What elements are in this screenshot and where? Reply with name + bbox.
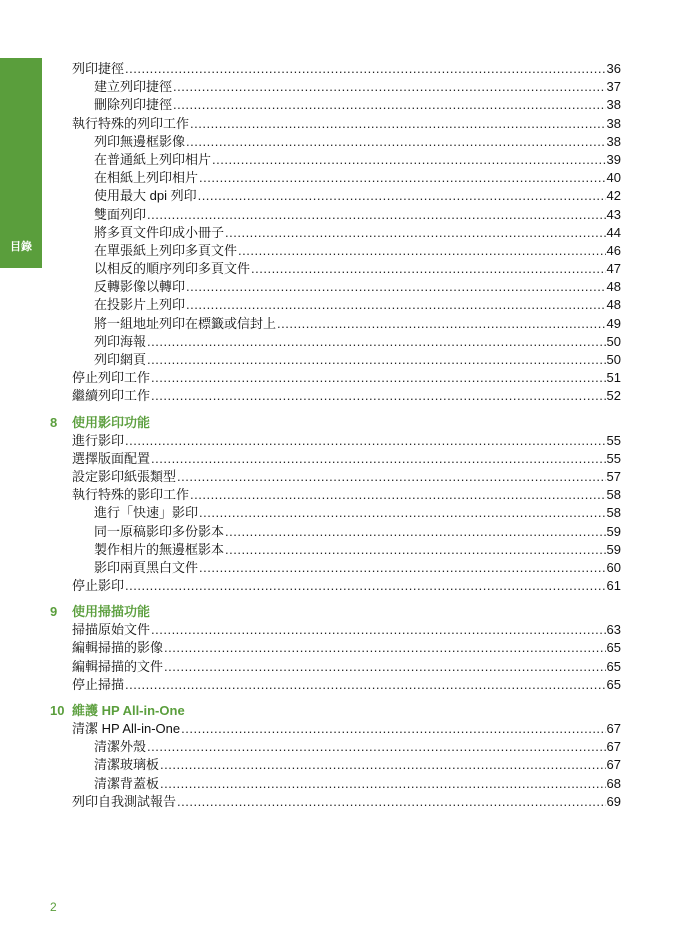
toc-entry-page: 42 <box>606 188 621 204</box>
chapter-title: 維護 HP All-in-One <box>72 703 185 718</box>
toc-entry-page: 44 <box>606 224 621 240</box>
dot-leader <box>147 351 606 369</box>
side-tab-label: 目錄 <box>10 240 32 253</box>
toc-entry-label: 在相紙上列印相片 <box>94 170 199 186</box>
toc-entry-page: 43 <box>606 206 621 222</box>
toc-entry-label: 停止掃描 <box>72 676 125 692</box>
toc-entry[interactable] <box>72 468 621 486</box>
toc-entry-page: 65 <box>606 640 621 656</box>
toc-entry-page: 46 <box>606 242 621 258</box>
toc-entry-page: 52 <box>606 388 621 404</box>
dot-leader <box>164 658 606 676</box>
toc-entry[interactable] <box>72 720 621 738</box>
toc-section <box>0 414 683 596</box>
dot-leader <box>225 541 606 559</box>
dot-leader <box>199 169 606 187</box>
chapter-number: 9 <box>50 604 58 620</box>
toc-entry-label: 編輯掃描的文件 <box>72 658 164 674</box>
dot-leader <box>151 450 606 468</box>
toc-entry-page: 51 <box>606 370 621 386</box>
toc-entry[interactable] <box>72 450 621 468</box>
toc-entry-label: 選擇版面配置 <box>72 450 151 466</box>
toc-entry-page: 61 <box>606 578 621 594</box>
toc-entry-label: 以相反的順序列印多頁文件 <box>94 261 251 277</box>
toc-section <box>0 603 683 694</box>
toc-entry-page: 63 <box>606 622 621 638</box>
toc-section <box>0 60 683 406</box>
chapter-title: 使用影印功能 <box>72 414 151 430</box>
chapter-number: 10 <box>50 703 65 718</box>
toc-entry[interactable] <box>72 387 621 405</box>
toc-entry-page: 37 <box>606 79 621 95</box>
toc-entry[interactable] <box>94 78 621 96</box>
toc-entry-label: 在普通紙上列印相片 <box>94 151 212 167</box>
chapter-number: 8 <box>50 414 58 430</box>
toc-entry-label: 停止列印工作 <box>72 370 151 386</box>
toc-entry[interactable] <box>94 504 621 522</box>
toc-entry-label: 將多頁文件印成小冊子 <box>94 224 225 240</box>
toc-entry-label: 列印網頁 <box>94 352 147 367</box>
toc-entry-label: 在單張紙上列印多頁文件 <box>94 242 238 258</box>
toc-entry[interactable] <box>94 738 621 756</box>
toc-entry[interactable] <box>72 60 621 78</box>
toc-entry-label: 列印捷徑 <box>72 61 125 76</box>
toc-entry[interactable] <box>72 676 621 694</box>
toc-entry[interactable] <box>94 756 621 774</box>
dot-leader <box>186 296 606 314</box>
toc-entry-label: 編輯掃描的影像 <box>72 640 164 656</box>
toc-entry-label: 停止影印 <box>72 578 125 594</box>
toc-entry-label: 列印自我測試報告 <box>72 793 177 809</box>
toc-entry-page: 48 <box>606 279 621 295</box>
toc-entry[interactable] <box>94 169 621 187</box>
toc-entry-label: 執行特殊的影印工作 <box>72 487 190 503</box>
dot-leader <box>199 504 606 522</box>
dot-leader <box>225 523 606 541</box>
toc-entry-page: 38 <box>606 115 621 131</box>
toc-entry[interactable] <box>72 639 621 657</box>
toc-entry[interactable] <box>72 793 621 811</box>
toc-entry-page: 65 <box>606 676 621 692</box>
toc-entry-label: 繼續列印工作 <box>72 388 151 404</box>
dot-leader <box>198 187 606 205</box>
dot-leader <box>177 468 606 486</box>
toc-entry-label: 製作相片的無邊框影本 <box>94 541 225 557</box>
page-number: 2 <box>50 900 57 914</box>
toc-entry-label: 掃描原始文件 <box>72 622 151 638</box>
toc-entry-label: 列印無邊框影像 <box>94 133 186 149</box>
dot-leader <box>190 486 606 504</box>
toc-entry[interactable] <box>94 315 621 333</box>
toc-entry-page: 59 <box>606 541 621 557</box>
dot-leader <box>277 315 606 333</box>
toc-entry[interactable] <box>72 658 621 676</box>
toc-entry-page: 38 <box>606 133 621 149</box>
toc-entry[interactable] <box>94 96 621 114</box>
toc-entry-label: 將一組地址列印在標籤或信封上 <box>94 315 277 331</box>
dot-leader <box>151 369 606 387</box>
toc-entry[interactable] <box>94 559 621 577</box>
dot-leader <box>225 224 606 242</box>
dot-leader <box>160 775 606 793</box>
dot-leader <box>147 206 606 224</box>
dot-leader <box>238 242 606 260</box>
toc-entry-page: 69 <box>606 793 621 809</box>
toc-entry[interactable] <box>72 486 621 504</box>
toc-entry-page: 59 <box>606 523 621 539</box>
dot-leader <box>212 151 606 169</box>
toc-entry-page: 58 <box>606 505 621 521</box>
toc-entry-label: 執行特殊的列印工作 <box>72 115 190 131</box>
toc-entry-label: 列印海報 <box>94 333 147 349</box>
dot-leader <box>125 577 606 595</box>
toc-entry-page: 38 <box>606 97 621 113</box>
dot-leader <box>173 78 606 96</box>
dot-leader <box>199 559 606 577</box>
toc-entry[interactable] <box>94 278 621 296</box>
toc-entry-page: 67 <box>606 721 621 736</box>
toc-entry-page: 55 <box>606 432 621 448</box>
toc-entry[interactable] <box>94 224 621 242</box>
dot-leader <box>186 133 606 151</box>
toc-entry[interactable] <box>94 541 621 559</box>
toc-entry-page: 50 <box>606 333 621 349</box>
toc-entry[interactable] <box>94 296 621 314</box>
toc-entry[interactable] <box>94 133 621 151</box>
toc-entry[interactable] <box>72 577 621 595</box>
chapter-heading[interactable] <box>0 414 683 432</box>
toc-entry[interactable] <box>94 187 621 205</box>
toc-entry-label: 進行「快速」影印 <box>94 505 199 521</box>
toc-entry[interactable] <box>94 151 621 169</box>
toc-entry-label: 同一原稿影印多份影本 <box>94 523 225 539</box>
dot-leader <box>186 278 606 296</box>
chapter-heading[interactable] <box>0 702 683 720</box>
dot-leader <box>151 621 606 639</box>
toc-entry-label: 建立列印捷徑 <box>94 79 173 95</box>
dot-leader <box>151 387 606 405</box>
toc-entry-label: 進行影印 <box>72 432 125 448</box>
toc-entry-page: 67 <box>606 739 621 755</box>
toc-entry[interactable] <box>94 333 621 351</box>
dot-leader <box>125 676 606 694</box>
dot-leader <box>251 260 606 278</box>
dot-leader <box>173 96 606 114</box>
dot-leader <box>125 432 606 450</box>
chapter-title: 使用掃描功能 <box>72 604 151 620</box>
toc-entry-label: 清潔玻璃板 <box>94 757 160 773</box>
dot-leader <box>181 720 605 738</box>
toc-entry[interactable] <box>94 523 621 541</box>
toc-entry-page: 55 <box>606 450 621 466</box>
toc-entry-page: 58 <box>606 487 621 503</box>
toc-entry[interactable] <box>94 260 621 278</box>
toc-entry-label: 雙面列印 <box>94 206 147 222</box>
dot-leader <box>164 639 606 657</box>
toc-entry-page: 65 <box>606 658 621 674</box>
dot-leader <box>177 793 606 811</box>
toc-entry-label: 影印兩頁黑白文件 <box>94 559 199 575</box>
toc-entry[interactable] <box>94 351 621 369</box>
toc-entry[interactable] <box>72 432 621 450</box>
toc-entry-label: 設定影印紙張類型 <box>72 468 177 484</box>
toc-entry-label: 反轉影像以轉印 <box>94 279 186 295</box>
dot-leader <box>147 333 606 351</box>
toc-entry-page: 39 <box>606 151 621 167</box>
toc-entry-label: 使用最大 dpi 列印 <box>94 188 197 204</box>
toc-entry-page: 50 <box>606 352 621 367</box>
toc-entry-page: 36 <box>606 61 621 76</box>
toc-entry[interactable] <box>94 242 621 260</box>
toc-entry-label: 清潔背蓋板 <box>94 775 160 791</box>
toc-entry-page: 68 <box>606 775 621 791</box>
toc-entry-page: 40 <box>606 170 621 186</box>
table-of-contents <box>0 60 683 811</box>
toc-entry-label: 清潔外殼 <box>94 739 147 755</box>
dot-leader <box>190 115 606 133</box>
toc-entry[interactable] <box>94 775 621 793</box>
dot-leader <box>125 60 606 78</box>
toc-entry-page: 57 <box>606 468 621 484</box>
toc-entry-page: 67 <box>606 757 621 773</box>
toc-entry-page: 60 <box>606 559 621 575</box>
toc-entry[interactable] <box>72 621 621 639</box>
toc-entry-label: 清潔 HP All-in-One <box>72 721 181 736</box>
toc-section <box>0 702 683 811</box>
chapter-heading[interactable] <box>0 603 683 621</box>
toc-entry[interactable] <box>94 206 621 224</box>
dot-leader <box>160 756 606 774</box>
toc-entry[interactable] <box>72 115 621 133</box>
toc-entry-page: 49 <box>606 315 621 331</box>
toc-entry-label: 在投影片上列印 <box>94 297 186 313</box>
toc-entry-page: 47 <box>606 261 621 277</box>
dot-leader <box>147 738 606 756</box>
toc-entry-page: 48 <box>606 297 621 313</box>
toc-entry[interactable] <box>72 369 621 387</box>
toc-entry-label: 刪除列印捷徑 <box>94 97 173 113</box>
